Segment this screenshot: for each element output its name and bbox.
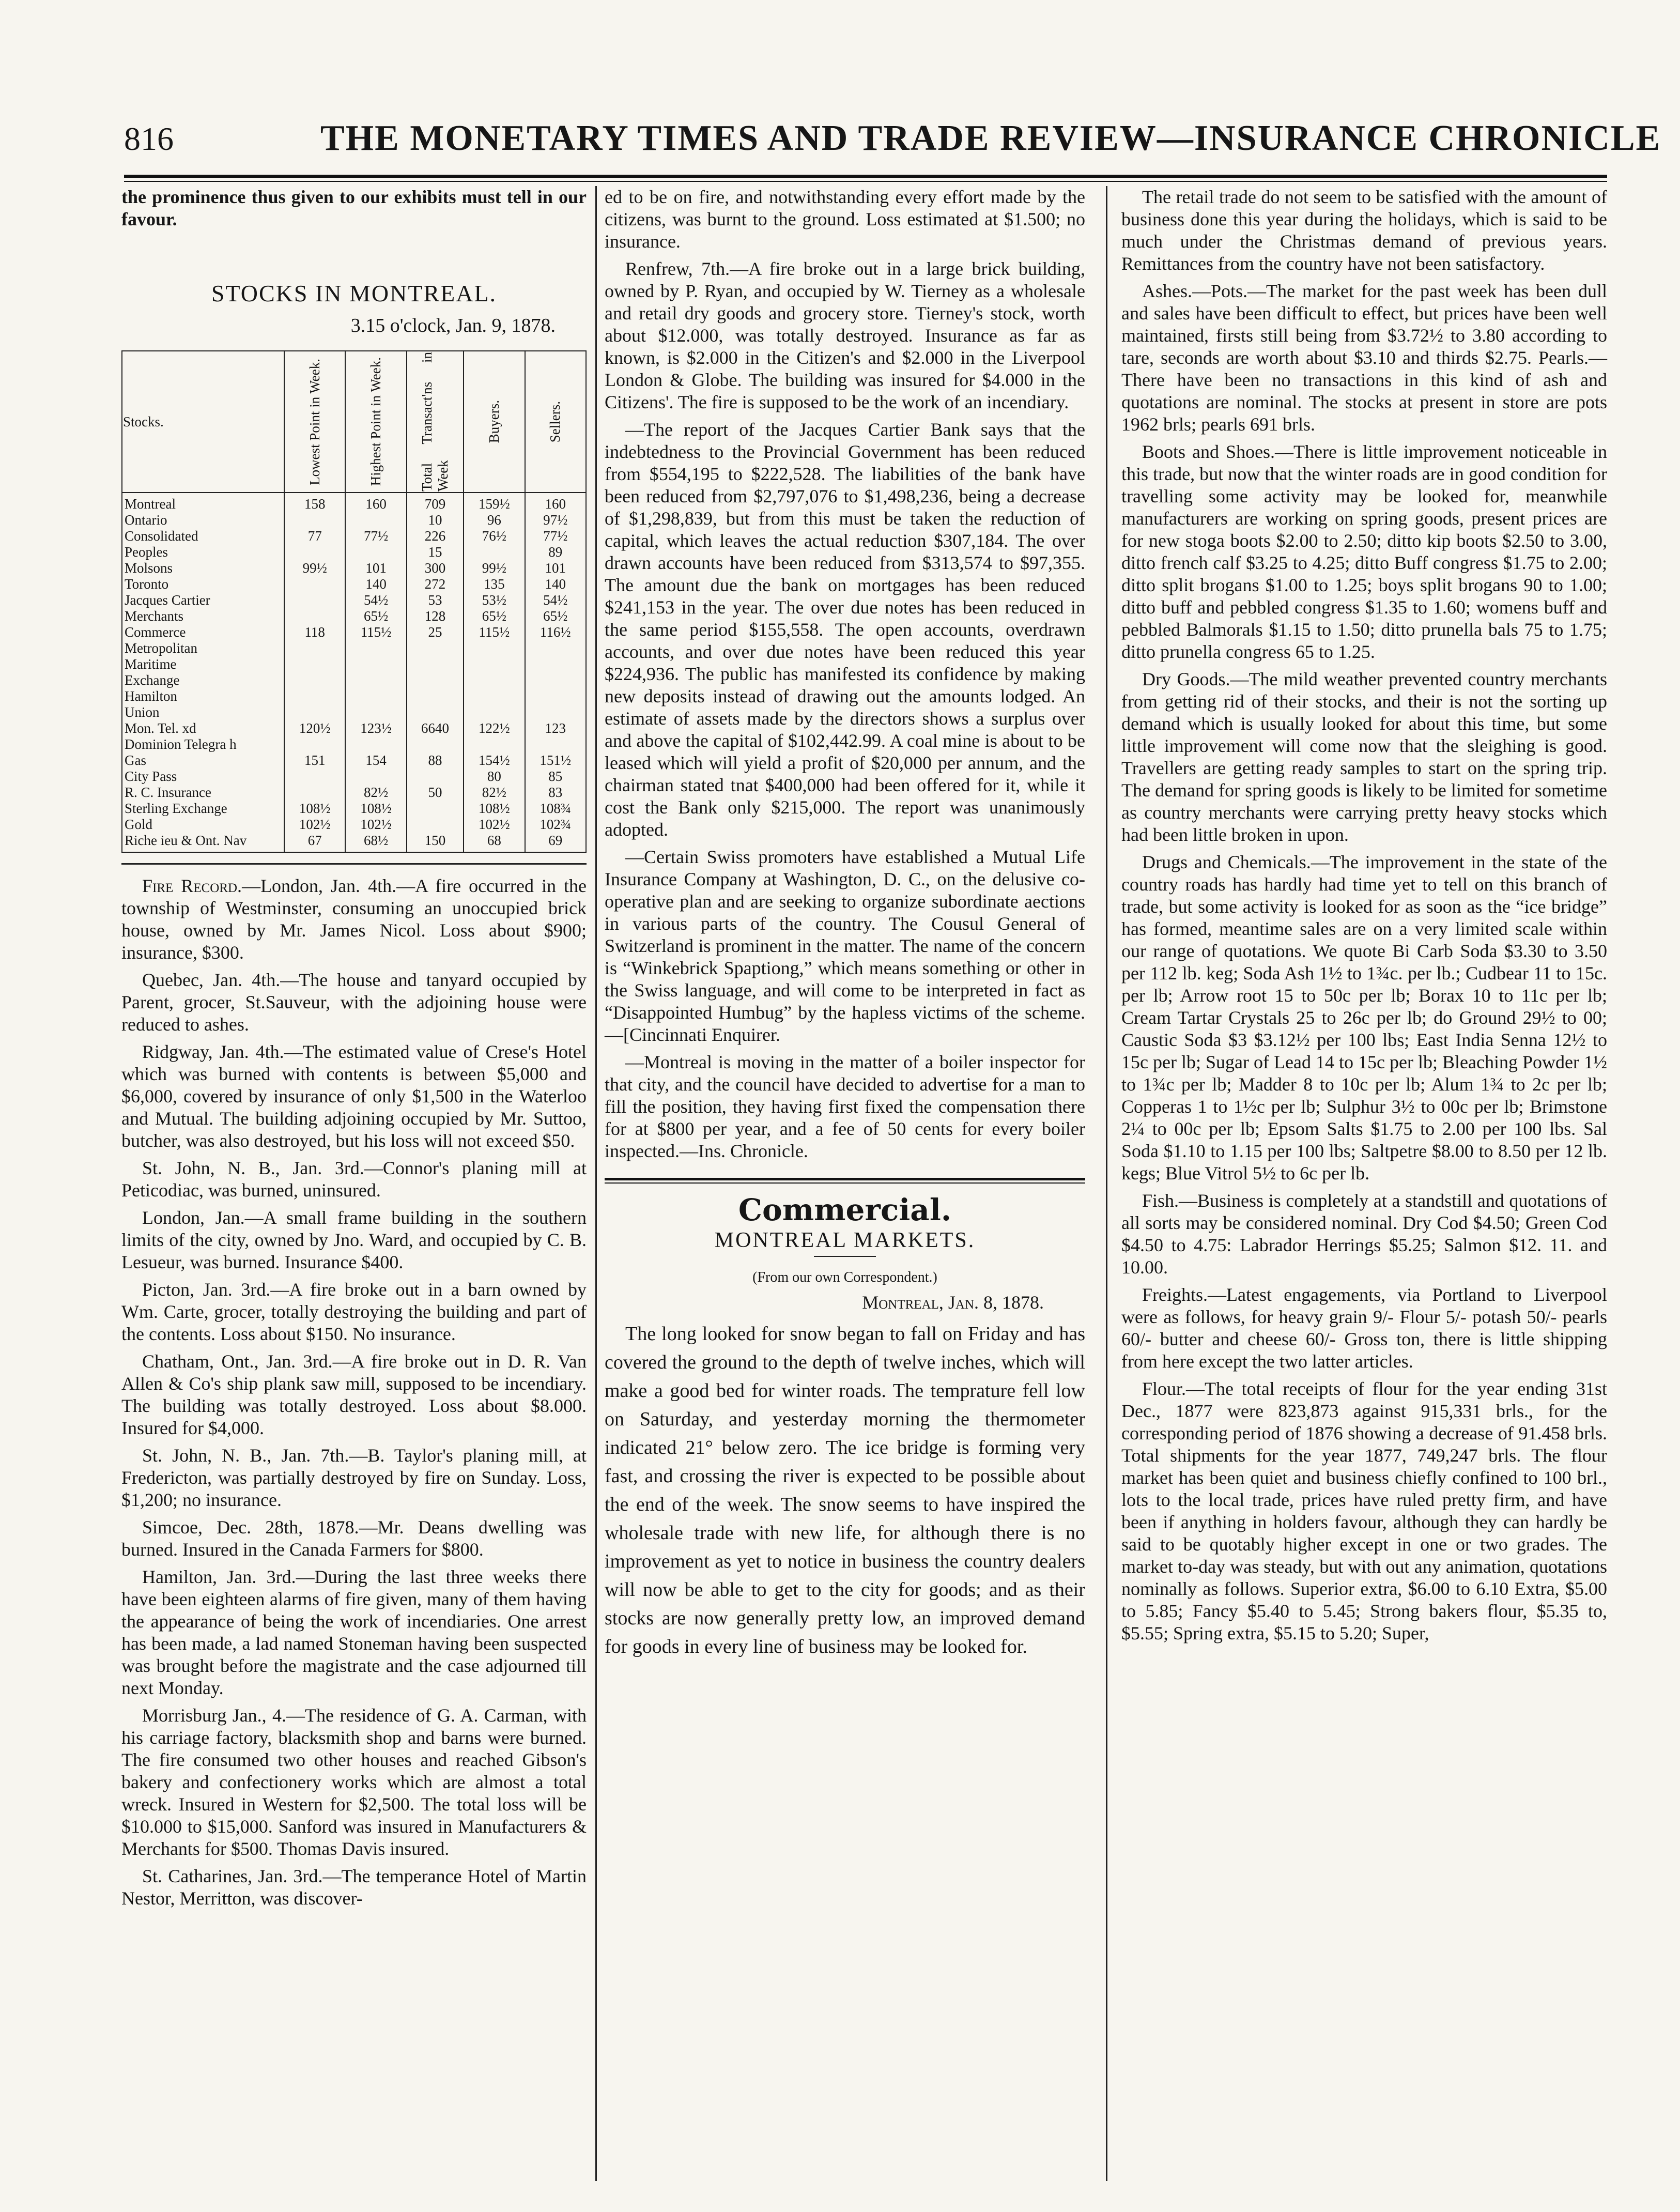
column-divider	[1106, 186, 1107, 2181]
section-rule	[121, 863, 587, 865]
fire-report	[121, 1350, 587, 1439]
table-cell: 97½	[525, 512, 586, 528]
markets-text: The long looked for snow began to fall on Friday and has covered the ground to the depth of twelve inches, which will make a good bed for winter roads. The temprature fell low on Saturday, and yesterday morning the thermometer indicated 21° below zero. The ice bridge is forming very fast, and crossing the river is expected to be possible about the end of the week. The snow seems to have inspired the wholesale trade with new life, for although there is no improvement as yet to notice in business the country dealers will now be able to get to the city for goods; and as their stocks are now generally pretty low, an improved demand for goods in every line of business may be looked for.	[605, 1323, 1085, 1657]
page-number: 816	[124, 120, 174, 157]
stock-name-cell: Peoples	[122, 544, 284, 560]
market-report-paragraph: The retail trade do not seem to be satisfied with the amount of business done this year during the holidays, which is said to be much under the Christmas demand of previous years. Remittances from the country have not been satisfactory.	[1121, 187, 1607, 274]
section-rule-thin	[605, 1182, 1085, 1184]
table-cell: 108½	[284, 801, 345, 817]
table-row	[122, 785, 586, 801]
stocks-table	[121, 350, 587, 853]
header-rule-thin	[124, 181, 1607, 182]
market-report-paragraph: Flour.—The total receipts of flour for the year ending 31st Dec., 1877 were 823,873 against 915,331 brls., for the corresponding period of 1876 showing a decrease of 91.458 brls. Total shipments for the year 1877, 749,247 brls. The flour market has been quiet and business chiefly confined to 100 brl., lots to the local trade, prices have ruled pretty firm, and have been if anything in holders favour, although they can hardly be said to be quotably higher except in one or two grades. The market to-day was steady, but with out any animation, quotations nominally as follows. Superior extra, $6.00 to 6.10 Extra, $5.00 to 5.85; Fancy $5.40 to 5.45; Strong bakers flour, $5.35 to, $5.55; Spring extra, $5.15 to 5.20; Super,	[1121, 1378, 1607, 1643]
report-text: Simcoe, Dec. 28th, 1878.—Mr. Deans dwelling was burned. Insured in the Canada Farmers for $800.	[121, 1517, 587, 1560]
table-cell: 77½	[525, 528, 586, 544]
table-cell: 15	[407, 544, 464, 560]
market-report-paragraph: Ashes.—Pots.—The market for the past week has been dull and sales have been difficult to effect, but prices have been well maintained, firsts still being from $3.72½ to 3.80 according to tare, seconds are worth about $3.10 and thirds $2.75. Pearls.—There have been no transactions in this kind of ash and quotations are nominal. The stocks at present in store are pots 1962 brls; pearls 691 brls.	[1121, 281, 1607, 435]
table-cell	[407, 736, 464, 752]
table-row	[122, 688, 586, 704]
table-cell: 108½	[345, 801, 406, 817]
table-cell	[284, 688, 345, 704]
table-cell: 54½	[345, 592, 406, 608]
fire-report	[121, 1157, 587, 1202]
table-cell	[345, 769, 406, 785]
table-cell: 10	[407, 512, 464, 528]
table-cell: 226	[407, 528, 464, 544]
intro-text: the prominence thus given to our exhibits must tell in our favour.	[121, 187, 587, 229]
table-cell: 99½	[284, 560, 345, 576]
table-cell: 25	[407, 624, 464, 640]
fire-report	[121, 1704, 587, 1860]
stock-name-cell: Maritime	[122, 656, 284, 672]
table-cell	[525, 656, 586, 672]
dateline: Montreal, Jan. 8, 1878.	[862, 1292, 1044, 1313]
table-cell: 151½	[525, 752, 586, 769]
table-cell	[345, 672, 406, 688]
table-cell	[407, 704, 464, 720]
table-cell: 6640	[407, 720, 464, 736]
fire-report	[121, 875, 587, 964]
table-cell	[407, 656, 464, 672]
fire-report	[121, 1279, 587, 1345]
table-cell: 101	[345, 560, 406, 576]
col-header-highest: Highest Point in Week.	[345, 351, 406, 493]
table-cell	[345, 688, 406, 704]
table-cell	[284, 769, 345, 785]
report-text: Ridgway, Jan. 4th.—The estimated value of Crese's Hotel which was burned with contents is between $5,000 and $6,000, covered by insurance of only $1,500 in the Waterloo and Mutual. The building adjoining occupied by Mr. Suttoo, butcher, was also destroyed, but his loss will not exceed $50.	[121, 1041, 587, 1151]
table-cell	[284, 640, 345, 656]
table-cell: 99½	[464, 560, 525, 576]
table-cell	[284, 656, 345, 672]
table-row	[122, 769, 586, 785]
table-cell	[345, 656, 406, 672]
table-cell: 102¾	[525, 817, 586, 833]
table-cell: 65½	[525, 608, 586, 624]
table-cell: 82½	[464, 785, 525, 801]
table-cell	[407, 801, 464, 817]
stock-name-cell: Dominion Telegra h	[122, 736, 284, 752]
table-cell: 67	[284, 833, 345, 852]
col-header-stocks: Stocks.	[122, 351, 284, 493]
table-row	[122, 528, 586, 544]
section-rule	[605, 1178, 1085, 1180]
fire-report	[121, 1566, 587, 1699]
stock-name-cell: Molsons	[122, 560, 284, 576]
table-cell	[407, 769, 464, 785]
stock-name-cell: Mon. Tel. xd	[122, 720, 284, 736]
table-cell: 77½	[345, 528, 406, 544]
table-cell	[284, 704, 345, 720]
table-cell: 128	[407, 608, 464, 624]
report-text: St. Catharines, Jan. 3rd.—The temperance Hotel of Martin Nestor, Merritton, was discover-	[121, 1866, 587, 1909]
stock-name-cell: Merchants	[122, 608, 284, 624]
fire-record	[121, 875, 587, 1910]
report-text: London, Jan.—A small frame building in the southern limits of the city, owned by Jno. Ward, and occupied by C. B. Lesueur, was burned. Insurance $400.	[121, 1207, 587, 1272]
table-cell: 151	[284, 752, 345, 769]
column-divider	[595, 186, 597, 2181]
fire-report	[121, 1041, 587, 1152]
stock-name-cell: Gas	[122, 752, 284, 769]
market-report-paragraph: Dry Goods.—The mild weather prevented country merchants from getting rid of their stocks, and their is not the sorting up demand which is usually looked for about this time, but some little improvement will come now that the sleighing is good. Travellers are getting ready samples to start on the spring trip. The demand for spring goods is likely to be limited for sometime as country merchants were carrying pretty heavy stocks which had been little broken in upon.	[1121, 669, 1607, 845]
table-cell: 272	[407, 576, 464, 592]
table-row	[122, 704, 586, 720]
table-cell	[284, 608, 345, 624]
table-cell: 102½	[464, 817, 525, 833]
table-row	[122, 752, 586, 769]
table-cell: 300	[407, 560, 464, 576]
col-header-lowest: Lowest Point in Week.	[284, 351, 345, 493]
table-cell	[284, 592, 345, 608]
column-2-articles	[605, 186, 1085, 1162]
table-row	[122, 576, 586, 592]
stock-name-cell: Hamilton	[122, 688, 284, 704]
table-row	[122, 640, 586, 656]
table-cell: 123½	[345, 720, 406, 736]
fire-report	[121, 1207, 587, 1273]
table-cell	[525, 688, 586, 704]
table-cell: 65½	[464, 608, 525, 624]
column-1	[121, 186, 587, 1915]
stock-name-cell: R. C. Insurance	[122, 785, 284, 801]
table-cell	[284, 672, 345, 688]
table-cell	[407, 672, 464, 688]
report-text: Hamilton, Jan. 3rd.—During the last three weeks there have been eighteen alarms of fire given, many of them having the appearance of being the work of incendiaries. One arrest has been made, a lad named Stoneman having been suspected was brought before the magistrate and the case adjourned till next Monday.	[121, 1566, 587, 1698]
col-header-sellers: Sellers.	[525, 351, 586, 493]
section-lead: Fire Record.	[142, 875, 242, 896]
table-row	[122, 672, 586, 688]
table-cell	[525, 736, 586, 752]
stock-name-cell: Riche ieu & Ont. Nav	[122, 833, 284, 852]
report-text: Quebec, Jan. 4th.—The house and tanyard occupied by Parent, grocer, St.Sauveur, with the adjoining house were reduced to ashes.	[121, 970, 587, 1035]
article-paragraph: —Certain Swiss promoters have established a Mutual Life Insurance Company at Washington, D. C., on the delusive co-operative plan and are seeking to organize subordinate aections in various parts of the country. The Cousul General of Switzerland is prominent in the matter. The name of the concern is “Winkebrick Spaptiong,” which means something or other in the Swiss language, and will come to be interpreted in fact as “Disappointed Humbug” by the hapless victims of the scheme.—[Cincinnati Enquirer.	[605, 847, 1085, 1045]
report-text: Morrisburg Jan., 4.—The residence of G. A. Carman, with his carriage factory, blacksmith shop and barns were burned. The fire consumed two other houses and reached Gibson's bakery and confectionery works which are almost a total wreck. Insured in Western for $2,500. The total loss will be $10.000 to $15,000. Sanford was insured in Manufacturers & Merchants for $500. Thomas Davis insured.	[121, 1705, 587, 1859]
table-row	[122, 512, 586, 528]
table-cell	[284, 785, 345, 801]
table-cell: 108¾	[525, 801, 586, 817]
fire-report	[121, 1865, 587, 1910]
table-row	[122, 833, 586, 852]
table-cell: 160	[345, 493, 406, 512]
commercial-heading: Commercial.	[738, 1192, 952, 1227]
table-cell: 115½	[345, 624, 406, 640]
table-cell: 154½	[464, 752, 525, 769]
table-cell	[525, 704, 586, 720]
market-report-paragraph: Freights.—Latest engagements, via Portland to Liverpool were as follows, for heavy grain 9/- Flour 5/- potash 50/- pearls 60/- butter and cheese 60/- Gross ton, there is little shipping from here except the two latter articles.	[1121, 1284, 1607, 1372]
table-cell	[464, 544, 525, 560]
table-cell	[284, 512, 345, 528]
table-cell	[345, 512, 406, 528]
col-header-total: Total Transact'ns in Week	[407, 351, 464, 493]
table-cell	[407, 640, 464, 656]
table-cell: 101	[525, 560, 586, 576]
stock-name-cell: Montreal	[122, 493, 284, 512]
table-cell	[345, 704, 406, 720]
table-cell: 83	[525, 785, 586, 801]
table-cell: 118	[284, 624, 345, 640]
stock-name-cell: City Pass	[122, 769, 284, 785]
table-cell	[464, 736, 525, 752]
table-cell: 88	[407, 752, 464, 769]
table-row	[122, 493, 586, 512]
table-cell: 54½	[525, 592, 586, 608]
table-cell	[464, 656, 525, 672]
table-cell: 68	[464, 833, 525, 852]
table-cell	[345, 640, 406, 656]
table-cell	[284, 576, 345, 592]
fire-report	[121, 1445, 587, 1511]
table-cell: 69	[525, 833, 586, 852]
stock-name-cell: Gold	[122, 817, 284, 833]
header-rule	[124, 175, 1607, 178]
stocks-table-header-row	[122, 351, 586, 493]
table-cell: 50	[407, 785, 464, 801]
table-cell: 135	[464, 576, 525, 592]
table-cell: 122½	[464, 720, 525, 736]
table-row	[122, 801, 586, 817]
article-paragraph: —The report of the Jacques Cartier Bank says that the indebtedness to the Provincial Government has been reduced from $554,195 to $222,528. The liabilities of the bank have been reduced from $2,797,076 to $1,498,236, being a decrease of $1,298,839, but from this must be taken the reduction of capital, which leaves the actual reduction $307,184. The over drawn accounts have been reduced from $313,574 to $97,355. The amount due the bank on mortgages has been reduced $241,153 in the year. The over due notes has been reduced in the same period $155,558. The open accounts, overdrawn accounts, and over due notes have been reduced this year $224,936. The public has manifested its confidence by making new deposits instead of drawing out the amounts lodged. An estimate of assets made by the directors shows a surplus over and above the capital of $102,442.99. A coal mine is about to be leased which will yield a profit of $20,000 per annum, and the chairman stated tnat $400,000 had been offered for it, while it cost the Bank only $215,000. The report was unanimously adopted.	[605, 419, 1085, 840]
stock-name-cell: Consolidated	[122, 528, 284, 544]
table-cell	[464, 640, 525, 656]
stock-name-cell: Ontario	[122, 512, 284, 528]
table-cell: 115½	[464, 624, 525, 640]
table-cell	[525, 640, 586, 656]
report-text: —London, Jan. 4th.—A fire occurred in the township of Westminster, consuming an unoccupied brick house, owned by Mr. James Nicol. Loss about $900; insurance, $300.	[121, 875, 587, 963]
fire-report	[121, 969, 587, 1036]
stock-name-cell: Sterling Exchange	[122, 801, 284, 817]
article-paragraph: Renfrew, 7th.—A fire broke out in a large brick building, owned by P. Ryan, and occupied by W. Tierney as a wholesale and retail dry goods and grocery store. Tierney's stock, worth about $12.000, was totally destroyed. Insurance as far as known, is $2.000 in the Citizen's and $2.000 in the Liverpool London & Globe. The building was insured for $4.000 in the Citizens'. The fire is supposed to be the work of an incendiary.	[605, 258, 1085, 412]
table-cell	[407, 817, 464, 833]
stock-name-cell: Toronto	[122, 576, 284, 592]
table-cell: 96	[464, 512, 525, 528]
table-cell: 85	[525, 769, 586, 785]
table-cell	[525, 672, 586, 688]
table-cell: 82½	[345, 785, 406, 801]
table-cell: 65½	[345, 608, 406, 624]
article-paragraph: ed to be on fire, and notwithstanding every effort made by the citizens, was burnt to the ground. Loss estimated at $1.500; no insurance.	[605, 187, 1085, 252]
table-cell	[464, 672, 525, 688]
report-text: St. John, N. B., Jan. 7th.—B. Taylor's planing mill, at Fredericton, was partially destroyed by fire on Sunday. Loss, $1,200; no insurance.	[121, 1445, 587, 1510]
stock-name-cell: Exchange	[122, 672, 284, 688]
table-cell	[345, 736, 406, 752]
report-text: Picton, Jan. 3rd.—A fire broke out in a barn owned by Wm. Carte, grocer, totally destroying the building and part of the contents. Loss about $150. No insurance.	[121, 1279, 587, 1344]
table-cell: 68½	[345, 833, 406, 852]
table-cell: 76½	[464, 528, 525, 544]
table-cell: 102½	[345, 817, 406, 833]
publication-title: THE MONETARY TIMES AND TRADE REVIEW—INSURANCE CHRONICLE	[320, 118, 1661, 158]
report-text: St. John, N. B., Jan. 3rd.—Connor's planing mill at Peticodiac, was burned, uninsured.	[121, 1158, 587, 1201]
table-row	[122, 656, 586, 672]
table-cell: 108½	[464, 801, 525, 817]
report-text: Chatham, Ont., Jan. 3rd.—A fire broke out in D. R. Van Allen & Co's ship plank saw mill, supposed to be incendiary. The building was totally destroyed. Loss about $8.000. Insured for $4,000.	[121, 1351, 587, 1438]
table-cell	[407, 688, 464, 704]
table-cell: 53½	[464, 592, 525, 608]
table-cell: 160	[525, 493, 586, 512]
stocks-title: STOCKS IN MONTREAL.	[211, 280, 497, 306]
market-report-paragraph: Fish.—Business is completely at a standstill and quotations of all sorts may be considered nominal. Dry Cod $4.50; Green Cod $4.50 to 4.75: Labrador Herrings $5.25; Salmon $12. 11. and 10.00.	[1121, 1190, 1607, 1278]
table-cell	[345, 544, 406, 560]
table-cell	[284, 544, 345, 560]
table-row	[122, 544, 586, 560]
table-cell: 154	[345, 752, 406, 769]
market-report-paragraph: Boots and Shoes.—There is little improvement noticeable in this trade, but now that the winter roads are in good condition for travelling some activity may be looked for, meanwhile manufacturers are working on spring goods, present prices are for new stoga boots $2.00 to 2.50; ditto kip boots $2.50 to 3.00, ditto french calf $3.25 to 4.25; ditto Buff congress $1.75 to 2.00; ditto split brogans $1.00 to 1.25; boys split brogans 90 to 1.00; ditto buff and pebbled congress $1.35 to 1.60; womens buff and pebbled Balmorals $1.15 to 1.50; ditto prunella bals 75 to 1.75; ditto prunella congress 65 to 1.25.	[1121, 441, 1607, 662]
column-2	[605, 186, 1085, 1666]
fire-report	[121, 1516, 587, 1561]
table-row	[122, 608, 586, 624]
table-cell: 140	[525, 576, 586, 592]
table-cell: 159½	[464, 493, 525, 512]
table-row	[122, 624, 586, 640]
short-rule	[814, 1256, 876, 1257]
table-cell	[464, 688, 525, 704]
article-paragraph: —Montreal is moving in the matter of a boiler inspector for that city, and the council have decided to advertise for a man to fill the position, they having first fixed the compensation there for at $800 per year, and a fee of 50 cents for every boiler inspected.—Ins. Chronicle.	[605, 1052, 1085, 1161]
table-cell: 116½	[525, 624, 586, 640]
table-cell	[464, 704, 525, 720]
table-cell: 77	[284, 528, 345, 544]
table-cell: 709	[407, 493, 464, 512]
column-3	[1121, 186, 1607, 1650]
stock-name-cell: Commerce	[122, 624, 284, 640]
table-cell: 80	[464, 769, 525, 785]
table-cell	[284, 736, 345, 752]
stock-name-cell: Jacques Cartier	[122, 592, 284, 608]
running-header	[124, 109, 1661, 165]
markets-title: MONTREAL MARKETS.	[714, 1228, 976, 1252]
stock-name-cell: Metropolitan	[122, 640, 284, 656]
table-cell: 123	[525, 720, 586, 736]
table-row	[122, 736, 586, 752]
table-cell: 120½	[284, 720, 345, 736]
stock-name-cell: Union	[122, 704, 284, 720]
table-cell: 158	[284, 493, 345, 512]
stocks-subtitle: 3.15 o'clock, Jan. 9, 1878.	[350, 315, 556, 336]
table-cell: 102½	[284, 817, 345, 833]
table-cell: 89	[525, 544, 586, 560]
market-report-paragraph: Drugs and Chemicals.—The improvement in the state of the country roads has hardly had time yet to tell on this branch of trade, but some activity is looked for as soon as the “ice bridge” has formed, meantime sales are on a very limited scale within our range of quotations. We quote Bi Carb Soda $3.30 to 3.50 per 112 lb. keg; Soda Ash 1½ to 1¾c. per lb.; Cudbear 11 to 15c. per lb; Arrow root 15 to 50c per lb; Borax 10 to 11c per lb; Cream Tartar Crystals 25 to 26c per lb; do Ground 29½ to 00; Caustic Soda $3 $3.12½ per 100 lbs; East India Senna 12½ to 15c per lb; Sugar of Lead 14 to 15c per lb; Bleaching Powder 1½ to 1¾c per lb; Madder 8 to 10c per lb; Alum 1¾ to 2c per lb; Copperas 1 to 1½c per lb; Sulphur 3½ to 00c per lb; Brimstone 2¼ to 00c per lb; Epsom Salts $1.75 to 2.00 per 100 lbs. Sal Soda $1.10 to 1.15 per 100 lbs; Saltpetre $8.00 to 8.50 per 12 lb. kegs; Blue Vitrol 5½ to 6c per lb.	[1121, 852, 1607, 1184]
table-row	[122, 817, 586, 833]
table-row	[122, 720, 586, 736]
market-reports	[1121, 186, 1607, 1645]
table-row	[122, 560, 586, 576]
table-cell: 140	[345, 576, 406, 592]
correspondent-note: (From our own Correspondent.)	[752, 1269, 937, 1285]
table-cell: 150	[407, 833, 464, 852]
table-row	[122, 592, 586, 608]
table-cell: 53	[407, 592, 464, 608]
col-header-buyers: Buyers.	[464, 351, 525, 493]
stocks-table-body	[122, 493, 586, 852]
